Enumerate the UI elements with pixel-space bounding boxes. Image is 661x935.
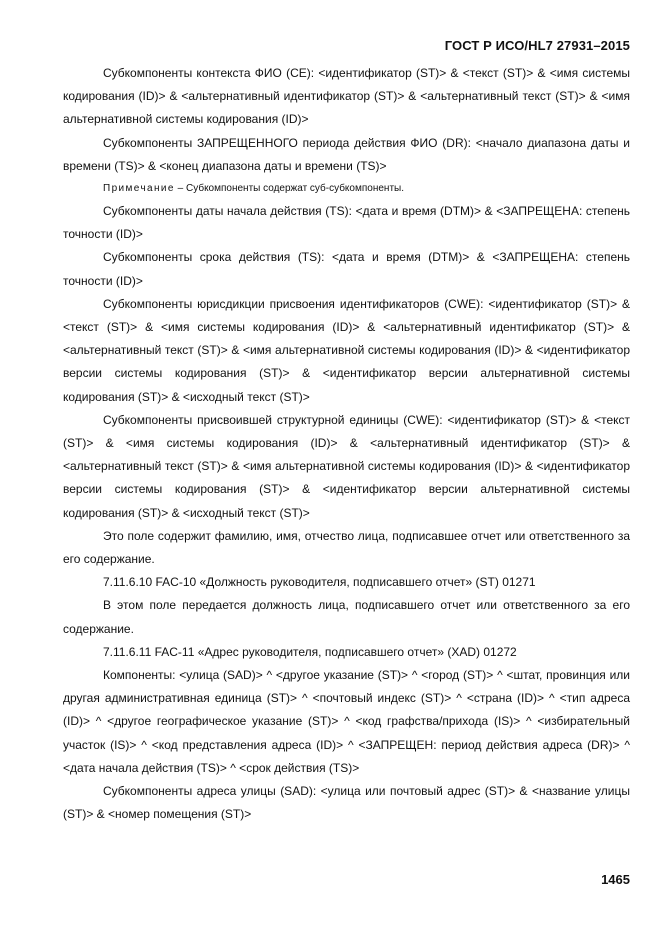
paragraph-expiry-subcomponents: Субкомпоненты срока действия (TS): <дата и время (DTM)> & <ЗАПРЕЩЕНА: степень точности (ID)>	[63, 250, 630, 288]
paragraph-fac-10-description: В этом поле передается должность лица, подписавшего отчет или ответственного за его содержание.	[63, 598, 630, 636]
paragraph-dr-subcomponents: Субкомпоненты ЗАПРЕЩЕННОГО периода действия ФИО (DR): <начало диапазона даты и времени (TS)> & <конец диапазона даты и времени (TS)>	[63, 135, 630, 173]
paragraph-jurisdiction-subcomponents: Субкомпоненты юрисдикции присвоения идентификаторов (CWE): <идентификатор (ST)> & <текст (ST)> & <имя системы кодирования (ID)> & <альтернативный идентификатор (ST)> & <альтернативный текст (ST)> & <имя альтернативной системы кодирования (ID)> & <идентификатор версии системы кодирования (ST)> & <идентификатор версии альтернативной системы кодирования (ST)> & <исходный текст (ST)>	[63, 296, 630, 404]
paragraph-street-subcomponents: Субкомпоненты адреса улицы (SAD): <улица или почтовый адрес (ST)> & <название улицы (ST)> & <номер помещения (ST)>	[63, 784, 630, 822]
note-label: Примечание	[103, 183, 175, 195]
paragraph-department-subcomponents: Субкомпоненты присвоившей структурной единицы (CWE): <идентификатор (ST)> & <текст (ST)> & <имя системы кодирования (ID)> & <альтернативный идентификатор (ST)> & <альтернативный текст (ST)> & <имя альтернативной системы кодирования (ID)> & <идентификатор версии системы кодирования (ST)> & <идентификатор версии альтернативной системы кодирования (ST)> & <исходный текст (ST)>	[63, 412, 630, 520]
paragraph-address-components: Компоненты: <улица (SAD)> ^ <другое указание (ST)> ^ <город (ST)> ^ <штат, провинция или другая административная единица (ST)> ^ <почтовый индекс (ST)> ^ <страна (ID)> ^ <тип адреса (ID)> ^ <другое географическое указание (ST)> ^ <код графства/прихода (IS)> ^ <избирательный участок (IS)> ^ <код представления адреса (ID)> ^ <ЗАПРЕЩЕН: период действия адреса (DR)> ^ <дата начала действия (TS)> ^ <срок действия (TS)>	[63, 668, 630, 775]
section-heading-fac-10: 7.11.6.10 FAC-10 «Должность руководителя, подписавшего отчет» (ST) 01271	[103, 575, 536, 590]
paragraph-field-description: Это поле содержит фамилию, имя, отчество лица, подписавшее отчет или ответственного за его содержание.	[63, 528, 630, 567]
paragraph-start-date-subcomponents: Субкомпоненты даты начала действия (TS): <дата и время (DTM)> & <ЗАПРЕЩЕНА: степень точности (ID)>	[63, 204, 630, 242]
document-body	[63, 62, 630, 827]
section-heading-fac-11: 7.11.6.11 FAC-11 «Адрес руководителя, подписавшего отчет» (XAD) 01272	[103, 644, 517, 659]
document-header: ГОСТ Р ИСО/HL7 27931–2015	[444, 38, 630, 53]
paragraph-ce-subcomponents: Субкомпоненты контекста ФИО (CE): <идентификатор (ST)> & <текст (ST)> & <имя системы кодирования (ID)> & <альтернативный идентификатор (ST)> & <альтернативный текст (ST)> & <имя альтернативной системы кодирования (ID)>	[63, 66, 630, 127]
note-text: – Субкомпоненты содержат суб-субкомпоненты.	[174, 183, 404, 195]
page-number: 1465	[601, 872, 630, 887]
note	[63, 178, 630, 200]
